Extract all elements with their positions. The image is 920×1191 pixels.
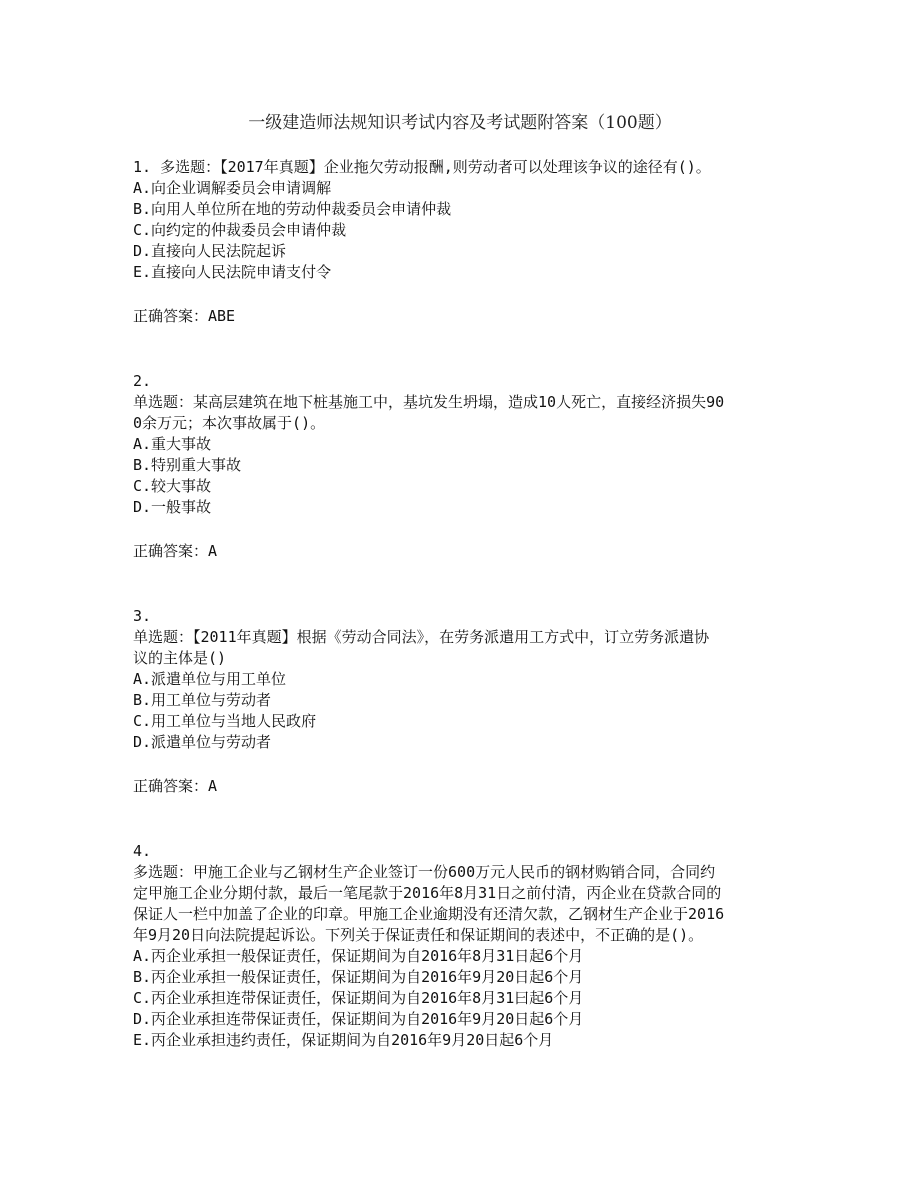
question-1-option-e: E.直接向人民法院申请支付令 — [133, 263, 332, 281]
question-4-option-c: C.丙企业承担连带保证责任，保证期间为自2016年8月31曰起6个月 — [133, 989, 584, 1007]
question-4-stem-line: 定甲施工企业分期付款，最后一笔尾款于2016年8月31日之前付清，丙企业在贷款合同的 — [133, 884, 722, 902]
question-2-option-a: A.重大事故 — [133, 435, 212, 453]
question-2-number: 2. — [133, 372, 152, 390]
question-2-answer: 正确答案：A — [133, 542, 218, 560]
question-2-option-d: D.一般事故 — [133, 498, 212, 516]
question-2-stem-line: 0余万元；本次事故属于()。 — [133, 414, 326, 432]
question-4-number: 4. — [133, 842, 152, 860]
question-1-option-c: C.向约定的仲裁委员会申请仲裁 — [133, 221, 347, 239]
question-3-option-a: A.派遣单位与用工单位 — [133, 670, 287, 688]
question-1-option-b: B.向用人单位所在地的劳动仲裁委员会申请仲裁 — [133, 200, 452, 218]
question-3-option-b: B.用工单位与劳动者 — [133, 691, 272, 709]
question-1-option-d: D.直接向人民法院起诉 — [133, 242, 287, 260]
page-title: 一级建造师法规知识考试内容及考试题附答案（100题） — [248, 113, 672, 133]
question-3-stem-line: 议的主体是() — [133, 649, 227, 667]
question-4-option-d: D.丙企业承担连带保证责任，保证期间为自2016年9月20日起6个月 — [133, 1010, 584, 1028]
question-3-option-d: D.派遣单位与劳动者 — [133, 733, 272, 751]
question-4-stem-line: 保证人一栏中加盖了企业的印章。甲施工企业逾期没有还清欠款，乙钢材生产企业于2016 — [133, 905, 725, 923]
question-3-stem-line: 单选题：【2011年真题】根据《劳动合同法》，在劳务派遣用工方式中，订立劳务派遣协 — [133, 628, 710, 646]
question-4-option-b: B.丙企业承担一般保证责任，保证期间为自2016年9月20日起6个月 — [133, 968, 584, 986]
question-3-number: 3. — [133, 607, 152, 625]
question-4-stem-line: 年9月20日向法院提起诉讼。下列关于保证责任和保证期间的表述中，不正确的是()。 — [133, 926, 704, 944]
question-4-option-e: E.丙企业承担违约责任，保证期间为自2016年9月20日起6个月 — [133, 1031, 554, 1049]
question-4-option-a: A.丙企业承担一般保证责任，保证期间为自2016年8月31日起6个月 — [133, 947, 584, 965]
question-3-answer: 正确答案：A — [133, 777, 218, 795]
question-1-option-a: A.向企业调解委员会申请调解 — [133, 179, 332, 197]
question-2-option-c: C.较大事故 — [133, 477, 212, 495]
question-4-stem-line: 多选题：甲施工企业与乙钢材生产企业签订一份600万元人民币的钢材购销合同，合同约 — [133, 863, 716, 881]
question-3-option-c: C.用工单位与当地人民政府 — [133, 712, 317, 730]
question-1-stem: 1. 多选题：【2017年真题】企业拖欠劳动报酬,则劳动者可以处理该争议的途径有()。 — [133, 158, 711, 176]
question-2-stem-line: 单选题：某高层建筑在地下桩基施工中，基坑发生坍塌，造成10人死亡，直接经济损失90 — [133, 393, 725, 411]
question-2-option-b: B.特别重大事故 — [133, 456, 242, 474]
question-1-answer: 正确答案：ABE — [133, 307, 236, 325]
